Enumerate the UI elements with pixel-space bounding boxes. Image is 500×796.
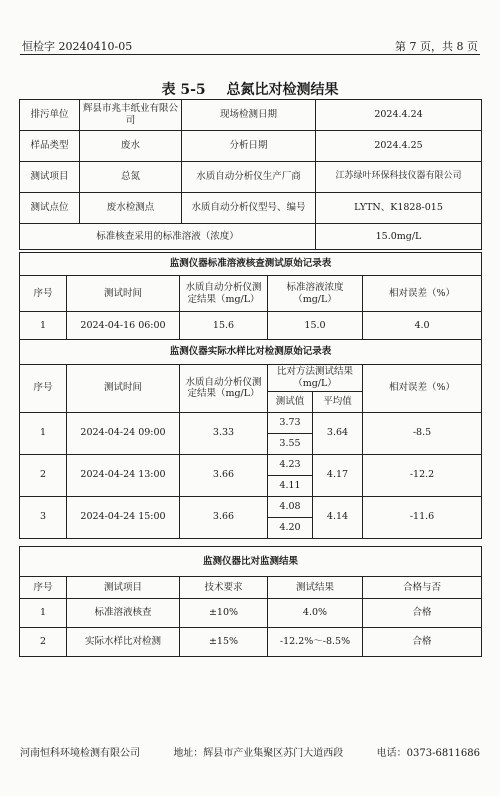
column-header: 标准溶液浓度（mg/L） xyxy=(268,276,363,312)
column-header: 序号 xyxy=(20,577,67,599)
cell-auto: 3.33 xyxy=(180,412,268,454)
cell-auto: 15.6 xyxy=(180,312,268,340)
summary-table xyxy=(19,546,482,657)
info-label: 水质自动分析仪型号、编号 xyxy=(182,193,316,224)
cell-no: 1 xyxy=(20,312,67,340)
table-row xyxy=(20,454,482,475)
column-header: 技术要求 xyxy=(180,577,268,599)
cell-avg: 4.17 xyxy=(313,454,363,496)
column-header: 测试时间 xyxy=(67,276,180,312)
column-header: 测试结果 xyxy=(268,577,363,599)
header-row xyxy=(20,577,482,599)
table-row xyxy=(20,599,482,628)
cell-err: -8.5 xyxy=(363,412,482,454)
cell-time: 2024-04-16 06:00 xyxy=(67,312,180,340)
cell-item: 标准溶液核查 xyxy=(67,599,180,628)
cell-result: -12.2%～-8.5% xyxy=(268,628,363,657)
page-footer xyxy=(20,744,480,759)
info-value: 2024.4.25 xyxy=(316,131,482,162)
header-row xyxy=(20,276,482,312)
info-label: 水质自动分析仪生产厂商 xyxy=(182,162,316,193)
info-value: 废水 xyxy=(80,131,182,162)
table-row xyxy=(20,496,482,517)
column-header: 相对误差（%） xyxy=(363,276,482,312)
header-divider xyxy=(20,54,480,55)
cell-result: 4.0% xyxy=(268,599,363,628)
cell-value: 4.08 xyxy=(268,496,313,517)
table-title-text: 总氮比对检测结果 xyxy=(226,82,339,98)
cell-auto: 3.66 xyxy=(180,454,268,496)
info-row xyxy=(20,131,482,162)
page-number: 第 7 页，共 8 页 xyxy=(395,40,478,53)
table-row xyxy=(20,628,482,657)
cell-time: 2024-04-24 09:00 xyxy=(67,412,180,454)
cell-err: 4.0 xyxy=(363,312,482,340)
column-header: 比对方法测试结果（mg/L） xyxy=(268,365,363,392)
info-value: 辉县市兆丰纸业有限公司 xyxy=(80,100,182,131)
info-value: 废水检测点 xyxy=(80,193,182,224)
cell-no: 1 xyxy=(20,599,67,628)
cell-pass: 合格 xyxy=(363,628,482,657)
cell-auto: 3.66 xyxy=(180,496,268,538)
cell-requirement: ±15% xyxy=(180,628,268,657)
info-row xyxy=(20,193,482,224)
info-table xyxy=(19,99,482,250)
cell-err: -11.6 xyxy=(363,496,482,538)
info-row xyxy=(20,100,482,131)
info-value: 总氮 xyxy=(80,162,182,193)
sample-table xyxy=(19,339,482,539)
info-label: 样品类型 xyxy=(20,131,80,162)
column-header: 测试值 xyxy=(268,391,313,412)
info-label: 标准核查采用的标准溶液（浓度） xyxy=(20,224,316,250)
table-title xyxy=(0,79,500,99)
info-label: 现场检测日期 xyxy=(182,100,316,131)
cell-no: 2 xyxy=(20,628,67,657)
cell-item: 实际水样比对检测 xyxy=(67,628,180,657)
info-row xyxy=(20,224,482,250)
section-title: 监测仪器比对监测结果 xyxy=(20,547,482,577)
cell-pass: 合格 xyxy=(363,599,482,628)
column-header: 相对误差（%） xyxy=(363,365,482,413)
cell-avg: 3.64 xyxy=(313,412,363,454)
cell-requirement: ±10% xyxy=(180,599,268,628)
std-check-table xyxy=(19,252,482,340)
footer-address: 地址：辉县市产业集聚区苏门大道西段 xyxy=(173,748,344,759)
cell-err: -12.2 xyxy=(363,454,482,496)
column-header: 序号 xyxy=(20,276,67,312)
info-value: 15.0mg/L xyxy=(316,224,482,250)
section-title: 监测仪器实际水样比对检测原始记录表 xyxy=(20,340,482,365)
table-row xyxy=(20,312,482,340)
table-number: 表 5-5 xyxy=(161,82,206,98)
header-row xyxy=(20,365,482,392)
info-label: 测试项目 xyxy=(20,162,80,193)
table-row xyxy=(20,412,482,433)
column-header: 平均值 xyxy=(313,391,363,412)
footer-org: 河南恒科环境检测有限公司 xyxy=(20,748,140,759)
column-header: 水质自动分析仪测定结果（mg/L） xyxy=(180,276,268,312)
info-value: 2024.4.24 xyxy=(316,100,482,131)
cell-value: 3.55 xyxy=(268,433,313,454)
column-header: 序号 xyxy=(20,365,67,413)
footer-phone: 电话：0373-6811686 xyxy=(376,748,480,759)
cell-value: 4.11 xyxy=(268,475,313,496)
cell-no: 3 xyxy=(20,496,67,538)
cell-value: 4.23 xyxy=(268,454,313,475)
info-value: 江苏绿叶环保科技仪器有限公司 xyxy=(316,162,482,193)
info-label: 测试点位 xyxy=(20,193,80,224)
info-label: 排污单位 xyxy=(20,100,80,131)
column-header: 合格与否 xyxy=(363,577,482,599)
cell-time: 2024-04-24 13:00 xyxy=(67,454,180,496)
column-header: 测试项目 xyxy=(67,577,180,599)
cell-no: 1 xyxy=(20,412,67,454)
section-title: 监测仪器标准溶液核查测试原始记录表 xyxy=(20,253,482,276)
cell-std: 15.0 xyxy=(268,312,363,340)
page-header xyxy=(22,38,478,54)
cell-avg: 4.14 xyxy=(313,496,363,538)
column-header: 水质自动分析仪测定结果（mg/L） xyxy=(180,365,268,413)
column-header: 测试时间 xyxy=(67,365,180,413)
info-row xyxy=(20,162,482,193)
cell-value: 3.73 xyxy=(268,412,313,433)
doc-number: 恒检字 20240410-05 xyxy=(22,40,133,53)
cell-value: 4.20 xyxy=(268,517,313,538)
info-value: LYTN、K1828-015 xyxy=(316,193,482,224)
cell-no: 2 xyxy=(20,454,67,496)
info-label: 分析日期 xyxy=(182,131,316,162)
cell-time: 2024-04-24 15:00 xyxy=(67,496,180,538)
